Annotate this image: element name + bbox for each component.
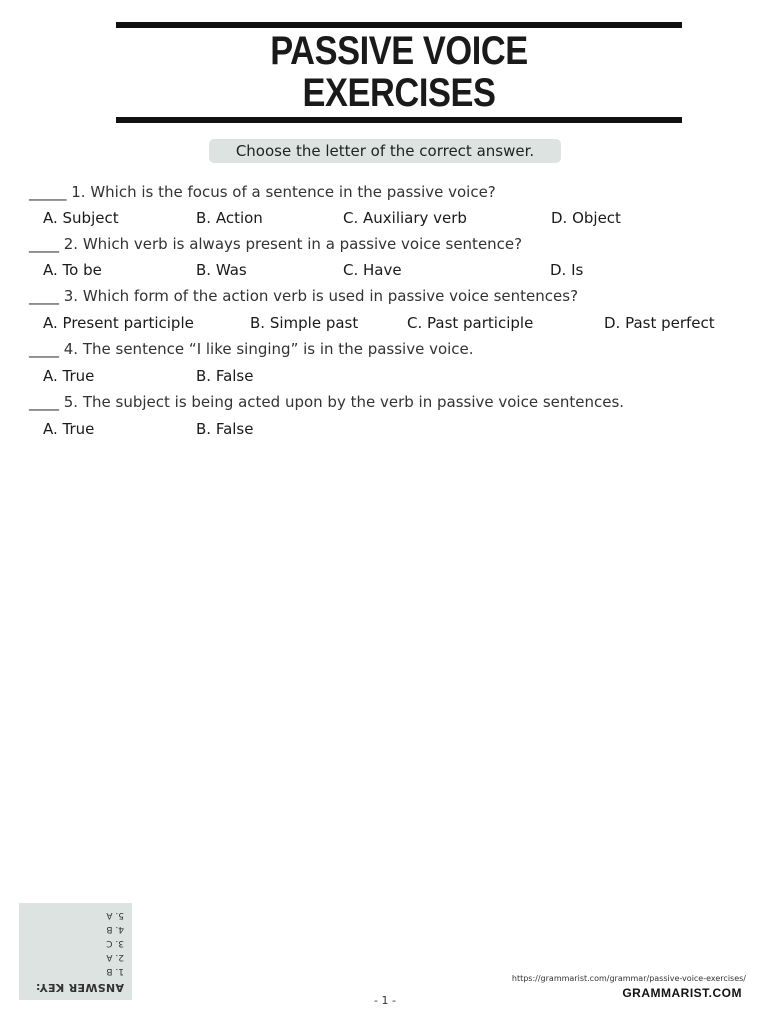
source-url[interactable]: https://grammarist.com/grammar/passive-voice-exercises/ <box>511 974 746 983</box>
q1-option-c: C. Auxiliary verb <box>343 209 467 227</box>
answer-key-box <box>19 903 132 1000</box>
q2-option-d: D. Is <box>550 261 584 279</box>
title-bottom-rule <box>116 117 682 123</box>
q3-option-c: C. Past participle <box>407 314 534 332</box>
title-top-rule <box>116 22 682 28</box>
answer-key-item-3: 3. C <box>106 938 124 948</box>
q4-option-a: A. True <box>43 367 95 385</box>
q1-option-b: B. Action <box>196 209 263 227</box>
title-line-1: PASSIVE VOICE <box>270 29 528 73</box>
title-line-2: EXERCISES <box>302 71 496 115</box>
question-5: ____ 5. The subject is being acted upon by the verb in passive voice sentences. <box>29 393 625 411</box>
q3-option-a: A. Present participle <box>43 314 194 332</box>
question-2: ____ 2. Which verb is always present in a passive voice sentence? <box>29 235 523 253</box>
answer-key-item-5: 5. A <box>106 910 124 920</box>
answer-key-item-2: 2. A <box>106 952 124 962</box>
page-number: - 1 - <box>374 994 396 1007</box>
q5-option-b: B. False <box>196 420 254 438</box>
q5-option-a: A. True <box>43 420 95 438</box>
instruction-banner: Choose the letter of the correct answer. <box>209 139 561 163</box>
answer-key-title: ANSWER KEY: <box>35 981 124 994</box>
q2-option-c: C. Have <box>343 261 402 279</box>
q1-option-d: D. Object <box>551 209 621 227</box>
answer-key-item-4: 4. B <box>106 924 124 934</box>
q1-option-a: A. Subject <box>43 209 119 227</box>
q3-option-d: D. Past perfect <box>604 314 715 332</box>
q2-option-b: B. Was <box>196 261 247 279</box>
q2-option-a: A. To be <box>43 261 102 279</box>
question-3: ____ 3. Which form of the action verb is used in passive voice sentences? <box>29 287 579 305</box>
question-1: _____ 1. Which is the focus of a sentence in the passive voice? <box>29 183 496 201</box>
answer-key-rotated <box>19 903 132 1000</box>
question-4: ____ 4. The sentence “I like singing” is in the passive voice. <box>29 340 474 358</box>
page-title <box>156 30 643 114</box>
q4-option-b: B. False <box>196 367 254 385</box>
q3-option-b: B. Simple past <box>250 314 359 332</box>
brand-logo: GRAMMARIST.COM <box>622 986 742 1000</box>
answer-key-item-1: 1. B <box>106 966 124 976</box>
